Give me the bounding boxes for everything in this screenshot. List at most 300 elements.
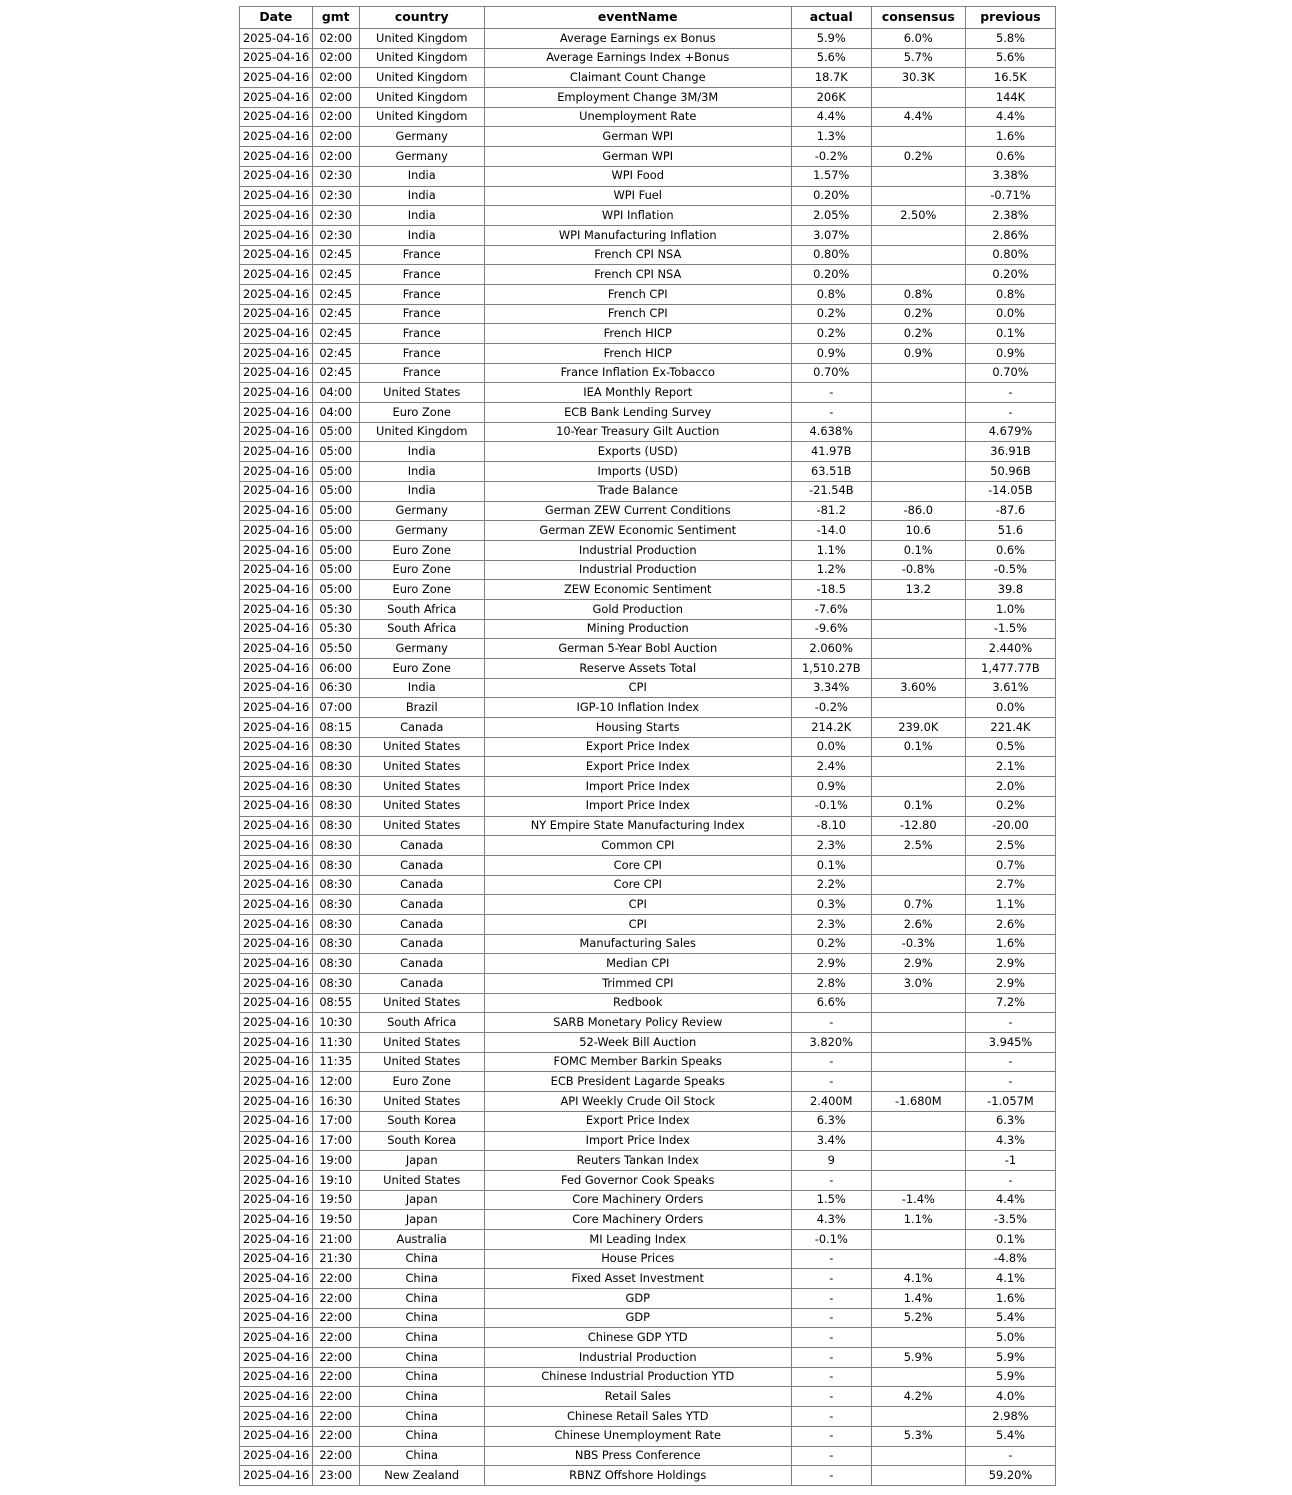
cell-eventName: Export Price Index: [484, 1111, 791, 1131]
table-row[interactable]: [240, 934, 1056, 954]
cell-eventName: 10-Year Treasury Gilt Auction: [484, 422, 791, 442]
table-row[interactable]: [240, 757, 1056, 777]
table-row[interactable]: [240, 875, 1056, 895]
cell-date: 2025-04-16: [240, 796, 313, 816]
cell-country: China: [359, 1426, 484, 1446]
column-header-actual[interactable]: actual: [791, 7, 871, 29]
cell-date: 2025-04-16: [240, 954, 313, 974]
cell-actual: 2.3%: [791, 836, 871, 856]
column-header-date[interactable]: Date: [240, 7, 313, 29]
cell-date: 2025-04-16: [240, 1348, 313, 1368]
cell-gmt: 05:00: [312, 580, 359, 600]
table-row[interactable]: [240, 265, 1056, 285]
cell-eventName: French CPI NSA: [484, 245, 791, 265]
column-header-consensus[interactable]: consensus: [871, 7, 965, 29]
cell-date: 2025-04-16: [240, 855, 313, 875]
table-row[interactable]: [240, 993, 1056, 1013]
cell-eventName: French CPI NSA: [484, 265, 791, 285]
table-row[interactable]: [240, 1131, 1056, 1151]
cell-eventName: Exports (USD): [484, 442, 791, 462]
table-row[interactable]: [240, 521, 1056, 541]
cell-previous: 5.8%: [965, 29, 1055, 49]
table-row[interactable]: [240, 659, 1056, 679]
cell-previous: 51.6: [965, 521, 1055, 541]
cell-eventName: Export Price Index: [484, 737, 791, 757]
cell-country: United Kingdom: [359, 29, 484, 49]
table-row[interactable]: [240, 1013, 1056, 1033]
cell-country: India: [359, 678, 484, 698]
cell-previous: -: [965, 1446, 1055, 1466]
table-row[interactable]: [240, 442, 1056, 462]
cell-consensus: 2.9%: [871, 954, 965, 974]
cell-eventName: Export Price Index: [484, 757, 791, 777]
cell-gmt: 22:00: [312, 1446, 359, 1466]
cell-previous: 144K: [965, 88, 1055, 108]
cell-date: 2025-04-16: [240, 107, 313, 127]
cell-consensus: [871, 1151, 965, 1171]
cell-country: United Kingdom: [359, 88, 484, 108]
cell-date: 2025-04-16: [240, 1013, 313, 1033]
cell-consensus: 5.9%: [871, 1348, 965, 1368]
cell-date: 2025-04-16: [240, 1033, 313, 1053]
cell-previous: 0.80%: [965, 245, 1055, 265]
cell-date: 2025-04-16: [240, 875, 313, 895]
cell-gmt: 05:00: [312, 462, 359, 482]
cell-date: 2025-04-16: [240, 1131, 313, 1151]
table-row[interactable]: [240, 836, 1056, 856]
cell-eventName: GDP: [484, 1289, 791, 1309]
cell-country: Canada: [359, 875, 484, 895]
cell-consensus: 0.1%: [871, 796, 965, 816]
cell-country: Brazil: [359, 698, 484, 718]
cell-date: 2025-04-16: [240, 1407, 313, 1427]
table-row[interactable]: [240, 1367, 1056, 1387]
table-row[interactable]: [240, 1426, 1056, 1446]
cell-actual: 2.8%: [791, 974, 871, 994]
table-row[interactable]: [240, 501, 1056, 521]
cell-consensus: [871, 1466, 965, 1486]
cell-gmt: 08:30: [312, 855, 359, 875]
cell-previous: 4.1%: [965, 1269, 1055, 1289]
table-row[interactable]: [240, 1446, 1056, 1466]
cell-country: South Korea: [359, 1111, 484, 1131]
cell-previous: 5.4%: [965, 1426, 1055, 1446]
table-row[interactable]: [240, 48, 1056, 68]
cell-consensus: [871, 1111, 965, 1131]
cell-date: 2025-04-16: [240, 816, 313, 836]
table-row[interactable]: [240, 1111, 1056, 1131]
table-row[interactable]: [240, 422, 1056, 442]
cell-eventName: CPI: [484, 914, 791, 934]
cell-previous: -1: [965, 1151, 1055, 1171]
cell-previous: 0.0%: [965, 698, 1055, 718]
cell-country: France: [359, 324, 484, 344]
cell-date: 2025-04-16: [240, 363, 313, 383]
cell-consensus: 1.1%: [871, 1210, 965, 1230]
table-row[interactable]: [240, 147, 1056, 167]
table-row[interactable]: [240, 1072, 1056, 1092]
cell-previous: 5.4%: [965, 1308, 1055, 1328]
cell-consensus: 0.8%: [871, 284, 965, 304]
cell-eventName: Reserve Assets Total: [484, 659, 791, 679]
cell-actual: 1.57%: [791, 166, 871, 186]
table-row[interactable]: [240, 895, 1056, 915]
table-row[interactable]: [240, 718, 1056, 738]
table-row[interactable]: [240, 462, 1056, 482]
cell-previous: -14.05B: [965, 481, 1055, 501]
table-row[interactable]: [240, 1328, 1056, 1348]
cell-date: 2025-04-16: [240, 147, 313, 167]
cell-actual: -: [791, 1308, 871, 1328]
cell-country: South Africa: [359, 619, 484, 639]
cell-date: 2025-04-16: [240, 48, 313, 68]
cell-eventName: SARB Monetary Policy Review: [484, 1013, 791, 1033]
cell-previous: 1.6%: [965, 934, 1055, 954]
cell-date: 2025-04-16: [240, 639, 313, 659]
table-row[interactable]: [240, 580, 1056, 600]
cell-gmt: 05:00: [312, 422, 359, 442]
cell-consensus: 2.5%: [871, 836, 965, 856]
cell-date: 2025-04-16: [240, 718, 313, 738]
table-row[interactable]: [240, 186, 1056, 206]
table-row[interactable]: [240, 816, 1056, 836]
table-row[interactable]: [240, 1348, 1056, 1368]
cell-previous: 6.3%: [965, 1111, 1055, 1131]
cell-date: 2025-04-16: [240, 619, 313, 639]
cell-previous: 4.4%: [965, 1190, 1055, 1210]
cell-previous: -20.00: [965, 816, 1055, 836]
cell-eventName: Chinese Unemployment Rate: [484, 1426, 791, 1446]
cell-consensus: -1.680M: [871, 1092, 965, 1112]
table-row[interactable]: [240, 1308, 1056, 1328]
cell-gmt: 08:30: [312, 836, 359, 856]
cell-consensus: [871, 659, 965, 679]
cell-gmt: 02:45: [312, 245, 359, 265]
cell-gmt: 22:00: [312, 1387, 359, 1407]
cell-date: 2025-04-16: [240, 88, 313, 108]
cell-previous: 2.6%: [965, 914, 1055, 934]
cell-actual: -: [791, 1052, 871, 1072]
cell-consensus: [871, 363, 965, 383]
cell-gmt: 08:30: [312, 934, 359, 954]
cell-consensus: -0.3%: [871, 934, 965, 954]
cell-consensus: [871, 265, 965, 285]
cell-gmt: 17:00: [312, 1131, 359, 1151]
cell-gmt: 22:00: [312, 1348, 359, 1368]
cell-date: 2025-04-16: [240, 678, 313, 698]
cell-date: 2025-04-16: [240, 383, 313, 403]
table-row[interactable]: [240, 777, 1056, 797]
cell-date: 2025-04-16: [240, 265, 313, 285]
cell-eventName: Reuters Tankan Index: [484, 1151, 791, 1171]
cell-gmt: 12:00: [312, 1072, 359, 1092]
table-row[interactable]: [240, 304, 1056, 324]
table-row[interactable]: [240, 68, 1056, 88]
cell-actual: -: [791, 1328, 871, 1348]
table-row[interactable]: [240, 403, 1056, 423]
cell-gmt: 16:30: [312, 1092, 359, 1112]
cell-country: France: [359, 284, 484, 304]
cell-previous: 0.0%: [965, 304, 1055, 324]
cell-gmt: 07:00: [312, 698, 359, 718]
table-row[interactable]: [240, 206, 1056, 226]
cell-previous: 3.945%: [965, 1033, 1055, 1053]
cell-eventName: ZEW Economic Sentiment: [484, 580, 791, 600]
table-row[interactable]: [240, 1229, 1056, 1249]
cell-date: 2025-04-16: [240, 1328, 313, 1348]
cell-gmt: 08:30: [312, 974, 359, 994]
table-row[interactable]: [240, 1289, 1056, 1309]
cell-gmt: 22:00: [312, 1308, 359, 1328]
table-row[interactable]: [240, 1210, 1056, 1230]
cell-actual: -: [791, 383, 871, 403]
table-row[interactable]: [240, 344, 1056, 364]
cell-country: United Kingdom: [359, 422, 484, 442]
cell-gmt: 02:45: [312, 344, 359, 364]
table-row[interactable]: [240, 639, 1056, 659]
table-row[interactable]: [240, 225, 1056, 245]
cell-country: France: [359, 344, 484, 364]
cell-consensus: [871, 875, 965, 895]
cell-consensus: [871, 777, 965, 797]
cell-gmt: 02:45: [312, 265, 359, 285]
cell-eventName: Claimant Count Change: [484, 68, 791, 88]
cell-actual: 4.638%: [791, 422, 871, 442]
cell-previous: 4.0%: [965, 1387, 1055, 1407]
cell-gmt: 08:30: [312, 796, 359, 816]
table-row[interactable]: [240, 1190, 1056, 1210]
cell-previous: 5.6%: [965, 48, 1055, 68]
cell-consensus: [871, 698, 965, 718]
cell-date: 2025-04-16: [240, 560, 313, 580]
cell-previous: 2.5%: [965, 836, 1055, 856]
cell-eventName: IGP-10 Inflation Index: [484, 698, 791, 718]
table-row[interactable]: [240, 796, 1056, 816]
cell-country: United States: [359, 993, 484, 1013]
table-row[interactable]: [240, 1466, 1056, 1486]
cell-eventName: Fixed Asset Investment: [484, 1269, 791, 1289]
cell-consensus: [871, 383, 965, 403]
cell-gmt: 17:00: [312, 1111, 359, 1131]
header-row: [240, 7, 1056, 29]
cell-gmt: 05:50: [312, 639, 359, 659]
table-row[interactable]: [240, 1052, 1056, 1072]
cell-previous: 3.38%: [965, 166, 1055, 186]
table-row[interactable]: [240, 619, 1056, 639]
cell-gmt: 23:00: [312, 1466, 359, 1486]
cell-eventName: ECB Bank Lending Survey: [484, 403, 791, 423]
column-header-gmt[interactable]: gmt: [312, 7, 359, 29]
cell-previous: 2.9%: [965, 974, 1055, 994]
cell-eventName: Import Price Index: [484, 796, 791, 816]
cell-previous: -1.5%: [965, 619, 1055, 639]
table-row[interactable]: [240, 698, 1056, 718]
cell-previous: 50.96B: [965, 462, 1055, 482]
cell-consensus: [871, 1131, 965, 1151]
table-row[interactable]: [240, 1269, 1056, 1289]
cell-gmt: 02:30: [312, 206, 359, 226]
cell-actual: 41.97B: [791, 442, 871, 462]
cell-previous: 39.8: [965, 580, 1055, 600]
table-row[interactable]: [240, 383, 1056, 403]
cell-date: 2025-04-16: [240, 1466, 313, 1486]
cell-actual: 2.3%: [791, 914, 871, 934]
table-row[interactable]: [240, 914, 1056, 934]
table-row[interactable]: [240, 540, 1056, 560]
table-row[interactable]: [240, 245, 1056, 265]
table-row[interactable]: [240, 954, 1056, 974]
column-header-eventName[interactable]: eventName: [484, 7, 791, 29]
cell-previous: 0.8%: [965, 284, 1055, 304]
cell-gmt: 02:00: [312, 68, 359, 88]
table-row[interactable]: [240, 1387, 1056, 1407]
table-row[interactable]: [240, 29, 1056, 49]
cell-gmt: 08:15: [312, 718, 359, 738]
table-row[interactable]: [240, 107, 1056, 127]
cell-previous: -: [965, 383, 1055, 403]
cell-country: United States: [359, 777, 484, 797]
table-row[interactable]: [240, 560, 1056, 580]
cell-consensus: 0.2%: [871, 324, 965, 344]
cell-consensus: 4.4%: [871, 107, 965, 127]
cell-date: 2025-04-16: [240, 895, 313, 915]
cell-actual: -: [791, 403, 871, 423]
cell-actual: -: [791, 1348, 871, 1368]
cell-country: South Korea: [359, 1131, 484, 1151]
cell-eventName: Core CPI: [484, 855, 791, 875]
cell-previous: 2.7%: [965, 875, 1055, 895]
cell-actual: -: [791, 1072, 871, 1092]
economic-calendar-container: [239, 6, 1056, 1486]
cell-consensus: 13.2: [871, 580, 965, 600]
cell-gmt: 02:00: [312, 107, 359, 127]
cell-date: 2025-04-16: [240, 934, 313, 954]
cell-date: 2025-04-16: [240, 225, 313, 245]
cell-eventName: France Inflation Ex-Tobacco: [484, 363, 791, 383]
cell-gmt: 11:35: [312, 1052, 359, 1072]
cell-previous: 16.5K: [965, 68, 1055, 88]
cell-previous: 1.1%: [965, 895, 1055, 915]
cell-consensus: 0.1%: [871, 540, 965, 560]
cell-previous: -0.5%: [965, 560, 1055, 580]
cell-eventName: Import Price Index: [484, 777, 791, 797]
cell-eventName: Core Machinery Orders: [484, 1210, 791, 1230]
cell-date: 2025-04-16: [240, 540, 313, 560]
cell-previous: 2.38%: [965, 206, 1055, 226]
cell-eventName: Core Machinery Orders: [484, 1190, 791, 1210]
cell-actual: 0.0%: [791, 737, 871, 757]
cell-consensus: [871, 599, 965, 619]
cell-date: 2025-04-16: [240, 914, 313, 934]
table-row[interactable]: [240, 678, 1056, 698]
cell-country: United States: [359, 796, 484, 816]
cell-eventName: Average Earnings ex Bonus: [484, 29, 791, 49]
cell-actual: 0.8%: [791, 284, 871, 304]
cell-country: Japan: [359, 1210, 484, 1230]
table-row[interactable]: [240, 599, 1056, 619]
cell-country: Germany: [359, 127, 484, 147]
table-row[interactable]: [240, 363, 1056, 383]
cell-consensus: [871, 855, 965, 875]
table-row[interactable]: [240, 737, 1056, 757]
table-row[interactable]: [240, 1092, 1056, 1112]
cell-consensus: 2.6%: [871, 914, 965, 934]
cell-previous: 0.70%: [965, 363, 1055, 383]
cell-country: India: [359, 206, 484, 226]
cell-consensus: [871, 639, 965, 659]
cell-eventName: Chinese Retail Sales YTD: [484, 1407, 791, 1427]
cell-gmt: 02:00: [312, 48, 359, 68]
table-row[interactable]: [240, 481, 1056, 501]
cell-country: India: [359, 481, 484, 501]
cell-actual: -0.1%: [791, 1229, 871, 1249]
cell-country: United Kingdom: [359, 68, 484, 88]
cell-date: 2025-04-16: [240, 501, 313, 521]
table-row[interactable]: [240, 1407, 1056, 1427]
table-row[interactable]: [240, 1151, 1056, 1171]
cell-date: 2025-04-16: [240, 1229, 313, 1249]
cell-gmt: 22:00: [312, 1328, 359, 1348]
cell-country: United States: [359, 1052, 484, 1072]
cell-gmt: 08:30: [312, 914, 359, 934]
cell-eventName: French CPI: [484, 304, 791, 324]
cell-consensus: [871, 1249, 965, 1269]
cell-gmt: 05:30: [312, 599, 359, 619]
cell-gmt: 08:30: [312, 816, 359, 836]
cell-gmt: 19:50: [312, 1210, 359, 1230]
cell-eventName: Trimmed CPI: [484, 974, 791, 994]
table-row[interactable]: [240, 324, 1056, 344]
table-row[interactable]: [240, 1033, 1056, 1053]
cell-country: Japan: [359, 1190, 484, 1210]
cell-eventName: Chinese Industrial Production YTD: [484, 1367, 791, 1387]
column-header-previous[interactable]: previous: [965, 7, 1055, 29]
table-row[interactable]: [240, 166, 1056, 186]
cell-eventName: French HICP: [484, 344, 791, 364]
table-row[interactable]: [240, 855, 1056, 875]
cell-previous: 221.4K: [965, 718, 1055, 738]
cell-date: 2025-04-16: [240, 1367, 313, 1387]
cell-consensus: 3.0%: [871, 974, 965, 994]
cell-actual: 3.820%: [791, 1033, 871, 1053]
cell-eventName: NBS Press Conference: [484, 1446, 791, 1466]
table-row[interactable]: [240, 127, 1056, 147]
cell-eventName: Mining Production: [484, 619, 791, 639]
cell-gmt: 05:30: [312, 619, 359, 639]
cell-date: 2025-04-16: [240, 698, 313, 718]
cell-date: 2025-04-16: [240, 186, 313, 206]
cell-gmt: 02:00: [312, 88, 359, 108]
cell-date: 2025-04-16: [240, 1072, 313, 1092]
column-header-country[interactable]: country: [359, 7, 484, 29]
cell-gmt: 05:00: [312, 442, 359, 462]
cell-consensus: [871, 127, 965, 147]
cell-previous: -1.057M: [965, 1092, 1055, 1112]
cell-gmt: 05:00: [312, 501, 359, 521]
cell-date: 2025-04-16: [240, 737, 313, 757]
cell-previous: 0.20%: [965, 265, 1055, 285]
table-row[interactable]: [240, 284, 1056, 304]
cell-date: 2025-04-16: [240, 29, 313, 49]
cell-country: India: [359, 225, 484, 245]
cell-gmt: 08:30: [312, 954, 359, 974]
cell-date: 2025-04-16: [240, 462, 313, 482]
table-row[interactable]: [240, 1249, 1056, 1269]
table-row[interactable]: [240, 88, 1056, 108]
table-row[interactable]: [240, 1170, 1056, 1190]
table-row[interactable]: [240, 974, 1056, 994]
cell-actual: 18.7K: [791, 68, 871, 88]
